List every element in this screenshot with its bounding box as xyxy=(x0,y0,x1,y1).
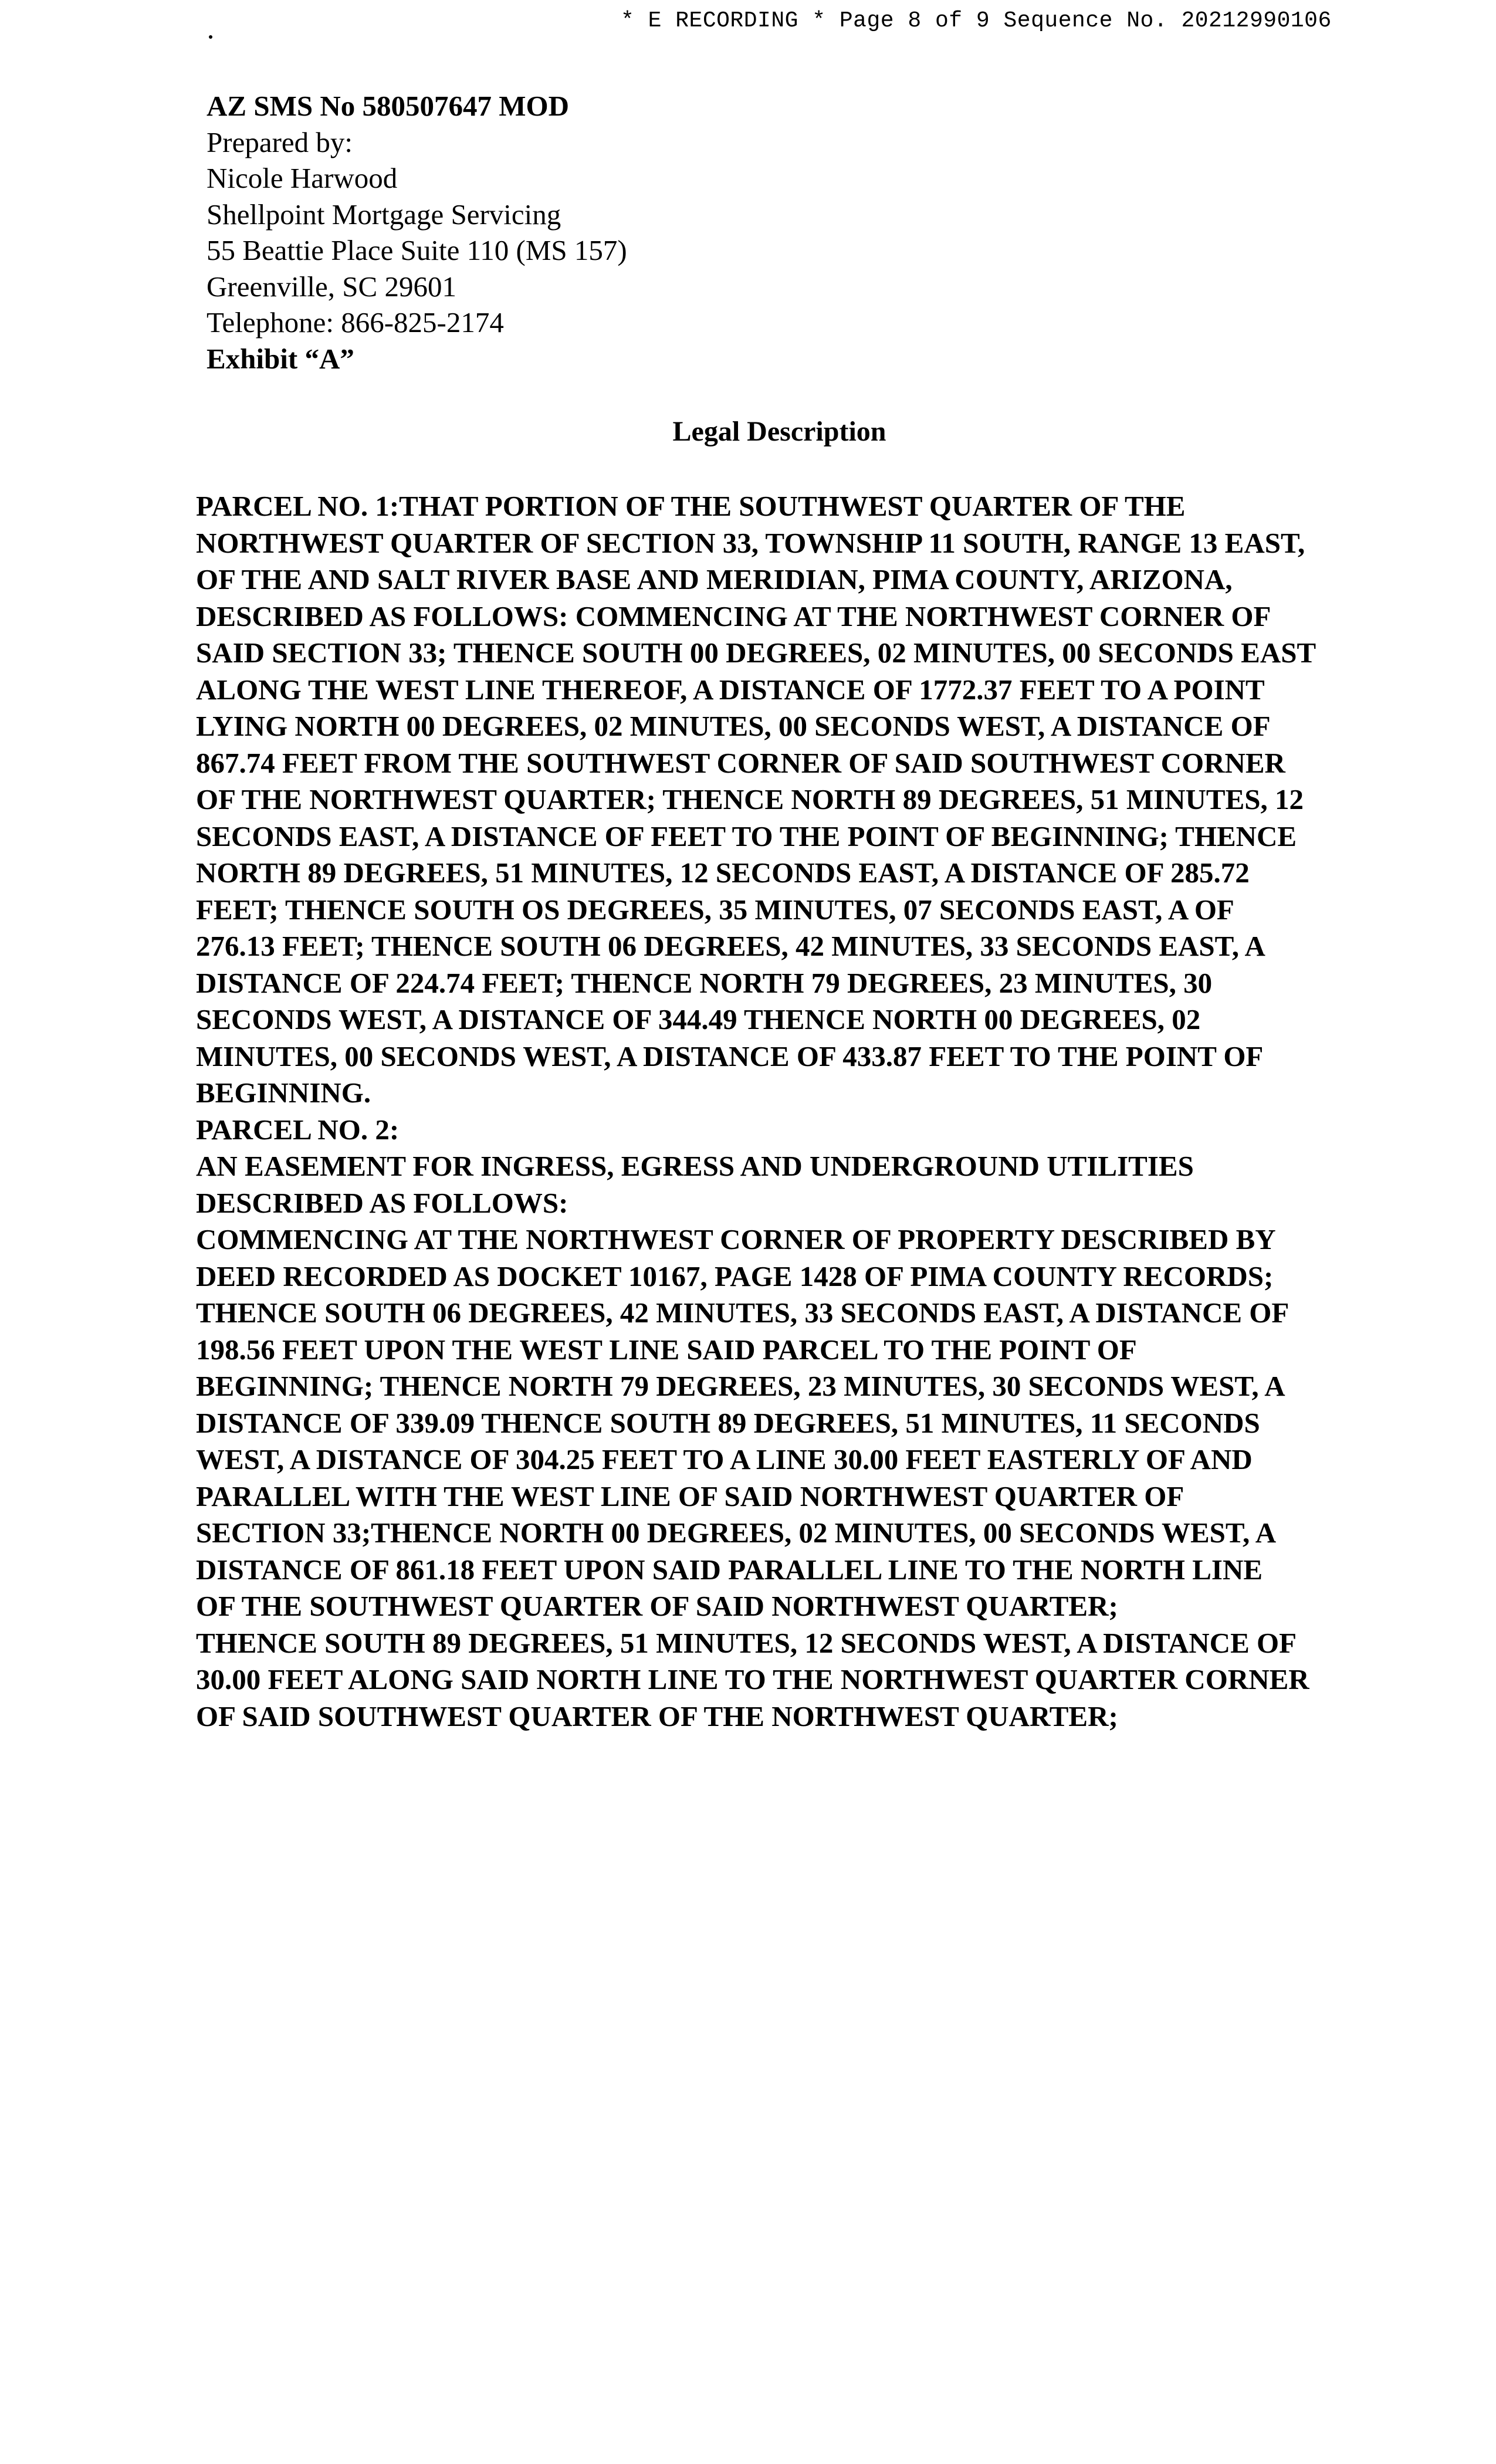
legal-line: SECTION 33;THENCE NORTH 00 DEGREES, 02 MINUTES, 00 SECONDS WEST, A xyxy=(196,1517,1277,1549)
legal-line: OF SAID SOUTHWEST QUARTER OF THE NORTHWEST QUARTER; xyxy=(196,1700,1118,1732)
legal-line: MINUTES, 00 SECONDS WEST, A DISTANCE OF 433.87 FEET TO THE POINT OF xyxy=(196,1040,1264,1072)
legal-line: 30.00 FEET ALONG SAID NORTH LINE TO THE NORTHWEST QUARTER CORNER xyxy=(196,1663,1309,1695)
legal-line: BEGINNING; THENCE NORTH 79 DEGREES, 23 MINUTES, 30 SECONDS WEST, A xyxy=(196,1370,1285,1402)
legal-line: SECONDS WEST, A DISTANCE OF 344.49 THENCE NORTH 00 DEGREES, 02 xyxy=(196,1003,1201,1035)
legal-line: NORTHWEST QUARTER OF SECTION 33, TOWNSHIP 11 SOUTH, RANGE 13 EAST, xyxy=(196,526,1305,559)
legal-line: BEGINNING. xyxy=(196,1077,371,1109)
legal-line: 867.74 FEET FROM THE SOUTHWEST CORNER OF SAID SOUTHWEST CORNER xyxy=(196,746,1285,779)
legal-line: DESCRIBED AS FOLLOWS: COMMENCING AT THE NORTHWEST CORNER OF xyxy=(196,600,1271,632)
legal-line: SECONDS EAST, A DISTANCE OF FEET TO THE POINT OF BEGINNING; THENCE xyxy=(196,820,1297,852)
legal-line: DISTANCE OF 861.18 FEET UPON SAID PARALLEL LINE TO THE NORTH LINE xyxy=(196,1553,1263,1586)
preparer-company: Shellpoint Mortgage Servicing xyxy=(207,198,561,231)
legal-line: AN EASEMENT FOR INGRESS, EGRESS AND UNDERGROUND UTILITIES xyxy=(196,1150,1194,1182)
prepared-by-label: Prepared by: xyxy=(207,126,353,158)
legal-line: PARCEL NO. 1:THAT PORTION OF THE SOUTHWEST QUARTER OF THE xyxy=(196,490,1186,522)
legal-line: 198.56 FEET UPON THE WEST LINE SAID PARCEL TO THE POINT OF xyxy=(196,1333,1137,1366)
legal-line: OF THE NORTHWEST QUARTER; THENCE NORTH 89 DEGREES, 51 MINUTES, 12 xyxy=(196,783,1304,815)
legal-line: DEED RECORDED AS DOCKET 10167, PAGE 1428 OF PIMA COUNTY RECORDS; xyxy=(196,1260,1274,1292)
preparer-telephone: Telephone: 866-825-2174 xyxy=(207,306,504,339)
exhibit-label: Exhibit “A” xyxy=(207,342,354,375)
legal-line: DISTANCE OF 224.74 FEET; THENCE NORTH 79 DEGREES, 23 MINUTES, 30 xyxy=(196,966,1213,999)
legal-line: THENCE SOUTH 89 DEGREES, 51 MINUTES, 12 SECONDS WEST, A DISTANCE OF xyxy=(196,1626,1297,1659)
section-title: Legal Description xyxy=(672,416,886,447)
preparer-city-state-zip: Greenville, SC 29601 xyxy=(207,270,456,303)
legal-line: OF THE SOUTHWEST QUARTER OF SAID NORTHWEST QUARTER; xyxy=(196,1590,1118,1622)
legal-line: FEET; THENCE SOUTH OS DEGREES, 35 MINUTES, 07 SECONDS EAST, A OF xyxy=(196,893,1234,926)
legal-line: OF THE AND SALT RIVER BASE AND MERIDIAN, PIMA COUNTY, ARIZONA, xyxy=(196,563,1233,595)
reference-number: AZ SMS No 580507647 MOD xyxy=(207,90,569,122)
legal-line: THENCE SOUTH 06 DEGREES, 42 MINUTES, 33 SECONDS EAST, A DISTANCE OF xyxy=(196,1297,1289,1329)
legal-line: NORTH 89 DEGREES, 51 MINUTES, 12 SECONDS EAST, A DISTANCE OF 285.72 xyxy=(196,857,1250,889)
legal-line: LYING NORTH 00 DEGREES, 02 MINUTES, 00 SECONDS WEST, A DISTANCE OF xyxy=(196,710,1271,742)
preparer-address: 55 Beattie Place Suite 110 (MS 157) xyxy=(207,234,627,266)
preparer-name: Nicole Harwood xyxy=(207,162,398,194)
parcel-2-heading: PARCEL NO. 2: xyxy=(196,1113,400,1146)
legal-description-body xyxy=(196,488,1399,1735)
legal-line: 276.13 FEET; THENCE SOUTH 06 DEGREES, 42 MINUTES, 33 SECONDS EAST, A xyxy=(196,930,1265,962)
recording-header: * E RECORDING * Page 8 of 9 Sequence No. 20212990106 xyxy=(621,8,1332,33)
legal-line: DESCRIBED AS FOLLOWS: xyxy=(196,1186,568,1219)
legal-line: SAID SECTION 33; THENCE SOUTH 00 DEGREES, 02 MINUTES, 00 SECONDS EAST xyxy=(196,637,1316,669)
legal-line: PARALLEL WITH THE WEST LINE OF SAID NORTHWEST QUARTER OF xyxy=(196,1480,1184,1512)
legal-line: COMMENCING AT THE NORTHWEST CORNER OF PROPERTY DESCRIBED BY xyxy=(196,1223,1276,1255)
legal-line: WEST, A DISTANCE OF 304.25 FEET TO A LINE 30.00 FEET EASTERLY OF AND xyxy=(196,1443,1253,1475)
preparer-block xyxy=(207,88,627,377)
scan-speck xyxy=(209,35,212,39)
legal-line: DISTANCE OF 339.09 THENCE SOUTH 89 DEGREES, 51 MINUTES, 11 SECONDS xyxy=(196,1406,1260,1439)
legal-line: ALONG THE WEST LINE THEREOF, A DISTANCE OF 1772.37 FEET TO A POINT xyxy=(196,673,1265,706)
